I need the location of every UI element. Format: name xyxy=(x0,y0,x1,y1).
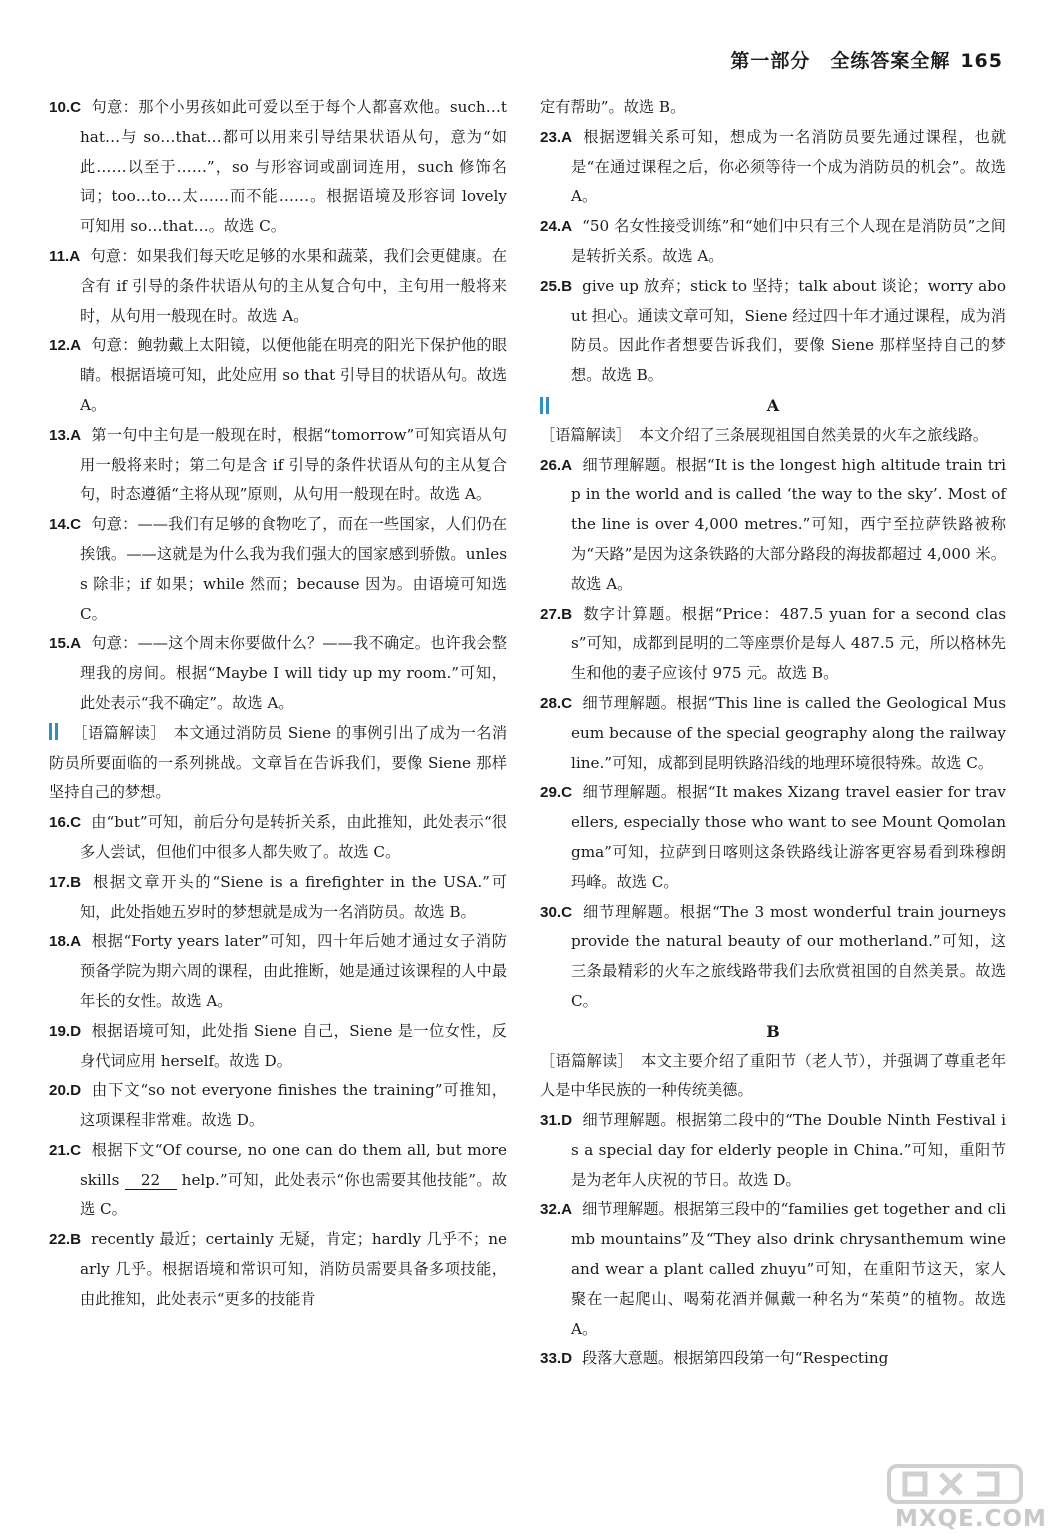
answer-explanation: 句意：那个小男孩如此可爱以至于每个人都喜欢他。such…that…与 so…that…都可以用来引导结果状语从句，意为“如此……以至于……”，so 与形容词或副词连用，such 修饰名词；too…to…太……而不能……。根据语境及形容词 lovely 可知用 so…that…。故选 C。 xyxy=(80,98,507,236)
answer-number: 22.B xyxy=(49,1231,82,1249)
answer-explanation: 段落大意题。根据第四段第一句“Respecting xyxy=(582,1349,889,1368)
passage-summary xyxy=(540,1047,1006,1107)
answer-number: 17.B xyxy=(49,873,82,891)
answer-number: 21.C xyxy=(49,1141,82,1159)
answer-item xyxy=(540,272,1006,391)
answer-item xyxy=(540,451,1006,600)
answer-number: 18.A xyxy=(49,933,82,951)
answer-explanation: give up 放弃；stick to 坚持；talk about 谈论；worry about 担心。通读文章可知，Siene 经过四十年才通过课程，成为消防员。因此作者想要告诉我们，要像 Siene 那样坚持自己的梦想。故选 B。 xyxy=(571,276,1006,385)
answer-number: 11.A xyxy=(49,247,81,265)
answer-explanation: 根据“Forty years later”可知，四十年后她才通过女子消防预备学院为期六周的课程，由此推断，她是通过该课程的人中最年长的女性。故选 A。 xyxy=(80,932,507,1010)
answer-explanation: 细节理解题。根据第三段中的“families get together and climb mountains”及“They also drink chrysanthemum wine and wear a plant called zhuyu”可知，在重阳节这天，家人聚在一起爬山、喝菊花酒并佩戴一种名为“茱萸”的植物。故选 A。 xyxy=(571,1200,1006,1338)
answer-number: 10.C xyxy=(49,99,82,116)
answer-item xyxy=(540,778,1006,897)
passage-label: ［语篇解读］ xyxy=(540,425,624,444)
page-header xyxy=(0,0,1059,90)
answer-number: 27.B xyxy=(540,605,573,623)
answer-item xyxy=(49,1136,507,1225)
answer-item xyxy=(49,421,507,510)
answer-explanation: 第一句中主句是一般现在时，根据“tomorrow”可知宾语从句用一般将来时；第二句是含 if 引导的条件状语从句的主从复合句，时态遵循“主将从现”原则，从句用一般现在时。故选 A。 xyxy=(80,425,507,504)
answer-item xyxy=(49,242,507,331)
answer-number: 31.D xyxy=(540,1112,573,1130)
answer-item xyxy=(49,331,507,420)
section-letter: B xyxy=(766,1021,780,1041)
answer-number: 16.C xyxy=(49,814,82,832)
answer-explanation: 根据逻辑关系可知，想成为一名消防员要先通过课程，也就是“在通过课程之后，你必须等待一个成为消防员的机会”。故选 A。 xyxy=(571,127,1006,206)
answer-item xyxy=(540,689,1006,778)
answer-explanation: 根据文章开头的“Siene is a firefighter in the USA.”可知，此处指她五岁时的梦想就是成为一名消防员。故选 B。 xyxy=(80,872,507,921)
page-number: 165 xyxy=(960,50,1003,72)
watermark-text: MXQE.COM xyxy=(895,1506,1047,1532)
answer-number: 32.A xyxy=(540,1201,573,1219)
answer-item xyxy=(49,868,507,928)
answer-explanation: 由下文“so not everyone finishes the training”可推知，这项课程非常难。故选 D。 xyxy=(80,1081,507,1130)
answer-item xyxy=(49,1017,507,1077)
answer-explanation: 根据下文“Of course, no one can do them all, but more skills xyxy=(80,1140,507,1189)
answer-item xyxy=(540,1344,1006,1374)
section-marker-icon xyxy=(49,723,58,740)
answer-number: 13.A xyxy=(49,426,82,444)
section-title: 第一部分 全练答案全解 xyxy=(730,50,951,72)
answer-explanation: 句意：——这个周末你要做什么？——我不确定。也许我会整理我的房间。根据“Maybe I will tidy up my room.”可知，此处表示“我不确定”。故选 A。 xyxy=(80,634,507,712)
answer-explanation-cont: help.”可知，此处表示“你也需要其他技能”。故选 C。 xyxy=(80,1170,508,1219)
answer-explanation: “50 名女性接受训练”和“她们中只有三个人现在是消防员”之间是转折关系。故选 A。 xyxy=(571,217,1006,265)
answer-item xyxy=(49,93,507,242)
answer-explanation: 细节理解题。根据“It is the longest high altitude train trip in the world and is called ‘the way to the sky’. Most of the line is over 4,000 metres.”可知，西宁至拉萨铁路被称为“天路”是因为这条铁路的大部分路段的海拔都超过 4,000 米。故选 A。 xyxy=(571,455,1006,593)
answer-item xyxy=(540,600,1006,689)
continued-text: 定有帮助”。故选 B。 xyxy=(540,98,686,116)
answer-explanation: 根据语境可知，此处指 Siene 自己，Siene 是一位女性，反身代词应用 herself。故选 D。 xyxy=(80,1021,507,1070)
answer-item xyxy=(540,212,1006,272)
watermark-logo-icon xyxy=(885,1460,1029,1506)
answer-item xyxy=(49,510,507,629)
passage-text: 本文通过消防员 Siene 的事例引出了成为一名消防员所要面临的一系列挑战。文章旨在告诉我们，要像 Siene 那样坚持自己的梦想。 xyxy=(49,723,508,802)
passage-summary xyxy=(540,421,1006,451)
watermark xyxy=(879,1460,1047,1532)
answer-item xyxy=(49,927,507,1016)
section-marker-icon xyxy=(540,397,549,414)
answer-number: 12.A xyxy=(49,337,82,355)
answer-explanation: 细节理解题。根据“It makes Xizang travel easier for travellers, especially those who want to see Mount Qomolangma”可知，拉萨到日喀则这条铁路线让游客更容易看到珠穆朗玛峰。故选 C。 xyxy=(571,783,1006,891)
answer-number: 20.D xyxy=(49,1082,82,1100)
answer-item xyxy=(540,898,1006,1017)
passage-label: ［语篇解读］ xyxy=(540,1051,626,1070)
answer-explanation: 数字计算题。根据“Price：487.5 yuan for a second class”可知，成都到昆明的二等座票价是每人 487.5 元，所以格林先生和他的妻子应该付 975 元。故选 B。 xyxy=(571,604,1006,683)
answer-explanation: 细节理解题。根据“The 3 most wonderful train journeys provide the natural beauty of our motherland.”可知，这三条最精彩的火车之旅线路带我们去欣赏祖国的自然美景。故选 C。 xyxy=(571,902,1006,1010)
answer-number: 19.D xyxy=(49,1022,82,1040)
answer-number: 23.A xyxy=(540,128,573,146)
answer-item xyxy=(49,1225,507,1314)
answer-number: 28.C xyxy=(540,694,573,712)
passage-text: 本文介绍了三条展现祖国自然美景的火车之旅线路。 xyxy=(638,425,989,444)
answer-explanation: 句意：鲍勃戴上太阳镜，以便他能在明亮的阳光下保护他的眼睛。根据语境可知，此处应用 so that 引导目的状语从句。故选 A。 xyxy=(80,336,507,414)
section-heading xyxy=(540,391,1006,421)
answer-number: 26.A xyxy=(540,456,573,474)
section-letter: A xyxy=(766,395,780,415)
answer-item xyxy=(49,808,507,868)
answer-explanation: 由“but”可知，前后分句是转折关系，由此推知，此处表示“很多人尝试，但他们中很多人都失败了。故选 C。 xyxy=(80,813,507,861)
answer-item xyxy=(540,1106,1006,1195)
passage-summary xyxy=(49,719,507,808)
answer-item xyxy=(540,123,1006,212)
answer-item xyxy=(49,1076,507,1136)
answer-number: 30.C xyxy=(540,903,573,921)
left-column xyxy=(49,93,507,1315)
passage-label: ［语篇解读］ xyxy=(72,723,159,742)
header-text xyxy=(730,46,1003,73)
answer-item xyxy=(49,629,507,718)
blank-number: 22 xyxy=(125,1171,177,1190)
answer-number: 15.A xyxy=(49,635,82,653)
answer-explanation: 句意：——我们有足够的食物吃了，而在一些国家，人们仍在挨饿。——这就是为什么我为我们强大的国家感到骄傲。unless 除非；if 如果；while 然而；because 因为。由语境可知选 C。 xyxy=(80,515,507,623)
answer-number: 25.B xyxy=(540,277,573,295)
answer-explanation: 细节理解题。根据第二段中的“The Double Ninth Festival is a special day for elderly people in China.”可知，重阳节是为老年人庆祝的节日。故选 D。 xyxy=(571,1111,1006,1189)
answer-number: 14.C xyxy=(49,516,82,534)
answer-number: 33.D xyxy=(540,1350,573,1368)
passage-text: 本文主要介绍了重阳节（老人节），并强调了尊重老年人是中华民族的一种传统美德。 xyxy=(540,1051,1007,1100)
section-heading xyxy=(540,1017,1006,1047)
answer-explanation: 细节理解题。根据“This line is called the Geological Museum because of the special geography along the railway line.”可知，成都到昆明铁路沿线的地理环境很特殊。故选 C。 xyxy=(571,693,1006,772)
answer-number: 29.C xyxy=(540,784,573,802)
answer-explanation: 句意：如果我们每天吃足够的水果和蔬菜，我们会更健康。在含有 if 引导的条件状语从句的主从复合句中，主句用一般将来时，从句用一般现在时。故选 A。 xyxy=(80,246,507,325)
answer-item xyxy=(540,1195,1006,1344)
answer-explanation: recently 最近；certainly 无疑，肯定；hardly 几乎不；nearly 几乎。根据语境和常识可知，消防员需要具备多项技能，由此推知，此处表示“更多的技能肯 xyxy=(80,1230,507,1308)
answer-number: 24.A xyxy=(540,218,573,236)
right-column xyxy=(540,93,1006,1374)
